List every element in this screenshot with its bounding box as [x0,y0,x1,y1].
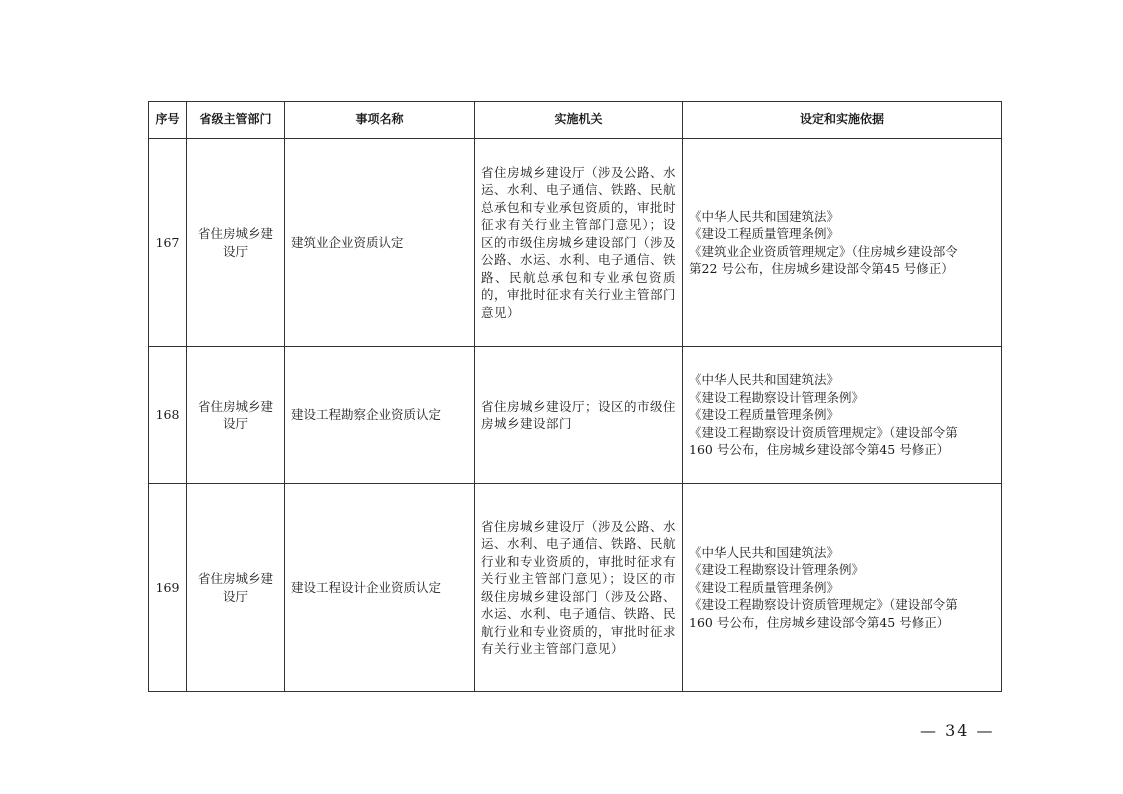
basis-line: 《建设工程勘察设计管理条例》 [689,562,865,578]
legal-basis-cell [683,484,1002,692]
basis-line: 160 号公布，住房城乡建设部令第45 号修正） [689,614,950,630]
table-row [149,139,1002,347]
basis-line: 《中华人民共和国建筑法》 [689,544,840,560]
serial-number-cell: 169 [149,484,187,692]
basis-line: 《建筑业企业资质管理规定》（住房城乡建设部令 [689,243,958,259]
basis-line: 《建设工程勘察设计管理条例》 [689,389,865,405]
basis-line: 《建设工程质量管理条例》 [689,579,840,595]
basis-line: 《建设工程质量管理条例》 [689,226,840,241]
table-row [149,484,1002,692]
department-cell: 省住房城乡建设厅 [187,484,285,692]
item-name-cell: 建设工程设计企业资质认定 [285,484,475,692]
basis-line: 160 号公布，住房城乡建设部令第45 号修正） [689,442,950,458]
item-name-cell: 建设工程勘察企业资质认定 [285,347,475,484]
basis-line: 《中华人民共和国建筑法》 [689,208,840,224]
department-cell: 省住房城乡建设厅 [187,139,285,347]
table-header-row [149,102,1002,139]
table-row [149,347,1002,484]
basis-line: 《建设工程勘察设计资质管理规定》（建设部令第 [689,424,958,440]
serial-number-cell: 168 [149,347,187,484]
header-implementing-agency: 实施机关 [475,102,683,139]
basis-line: 《中华人民共和国建筑法》 [689,372,840,388]
header-legal-basis: 设定和实施依据 [683,102,1002,139]
header-serial-number: 序号 [149,102,187,139]
implementing-agency-cell: 省住房城乡建设厅（涉及公路、水运、水利、电子通信、铁路、民航总承包和专业承包资质的，审批时征求有关行业主管部门意见）；设区的市级住房城乡建设部门（涉及公路、水运、水利、电子通信、铁路、民航总承包和专业承包资质的，审批时征求有关行业主管部门意见） [475,139,683,347]
header-item-name: 事项名称 [285,102,475,139]
item-name-cell: 建筑业企业资质认定 [285,139,475,347]
legal-basis-cell [683,139,1002,347]
basis-line: 《建设工程质量管理条例》 [689,407,840,423]
approval-items-table [148,101,1002,692]
department-cell: 省住房城乡建设厅 [187,347,285,484]
legal-basis-cell [683,347,1002,484]
implementing-agency-cell: 省住房城乡建设厅（涉及公路、水运、水利、电子通信、铁路、民航行业和专业资质的，审批时征求有关行业主管部门意见）；设区的市级住房城乡建设部门（涉及公路、水运、水利、电子通信、铁路、民航行业和专业资质的，审批时征求有关行业主管部门意见） [475,484,683,692]
implementing-agency-cell: 省住房城乡建设厅；设区的市级住房城乡建设部门 [475,347,683,484]
header-provincial-department: 省级主管部门 [187,102,285,139]
serial-number-cell: 167 [149,139,187,347]
page-number: — 34 — [920,721,995,740]
basis-line: 第22 号公布，住房城乡建设部令第45 号修正） [689,261,954,276]
basis-line: 《建设工程勘察设计资质管理规定》（建设部令第 [689,597,958,613]
